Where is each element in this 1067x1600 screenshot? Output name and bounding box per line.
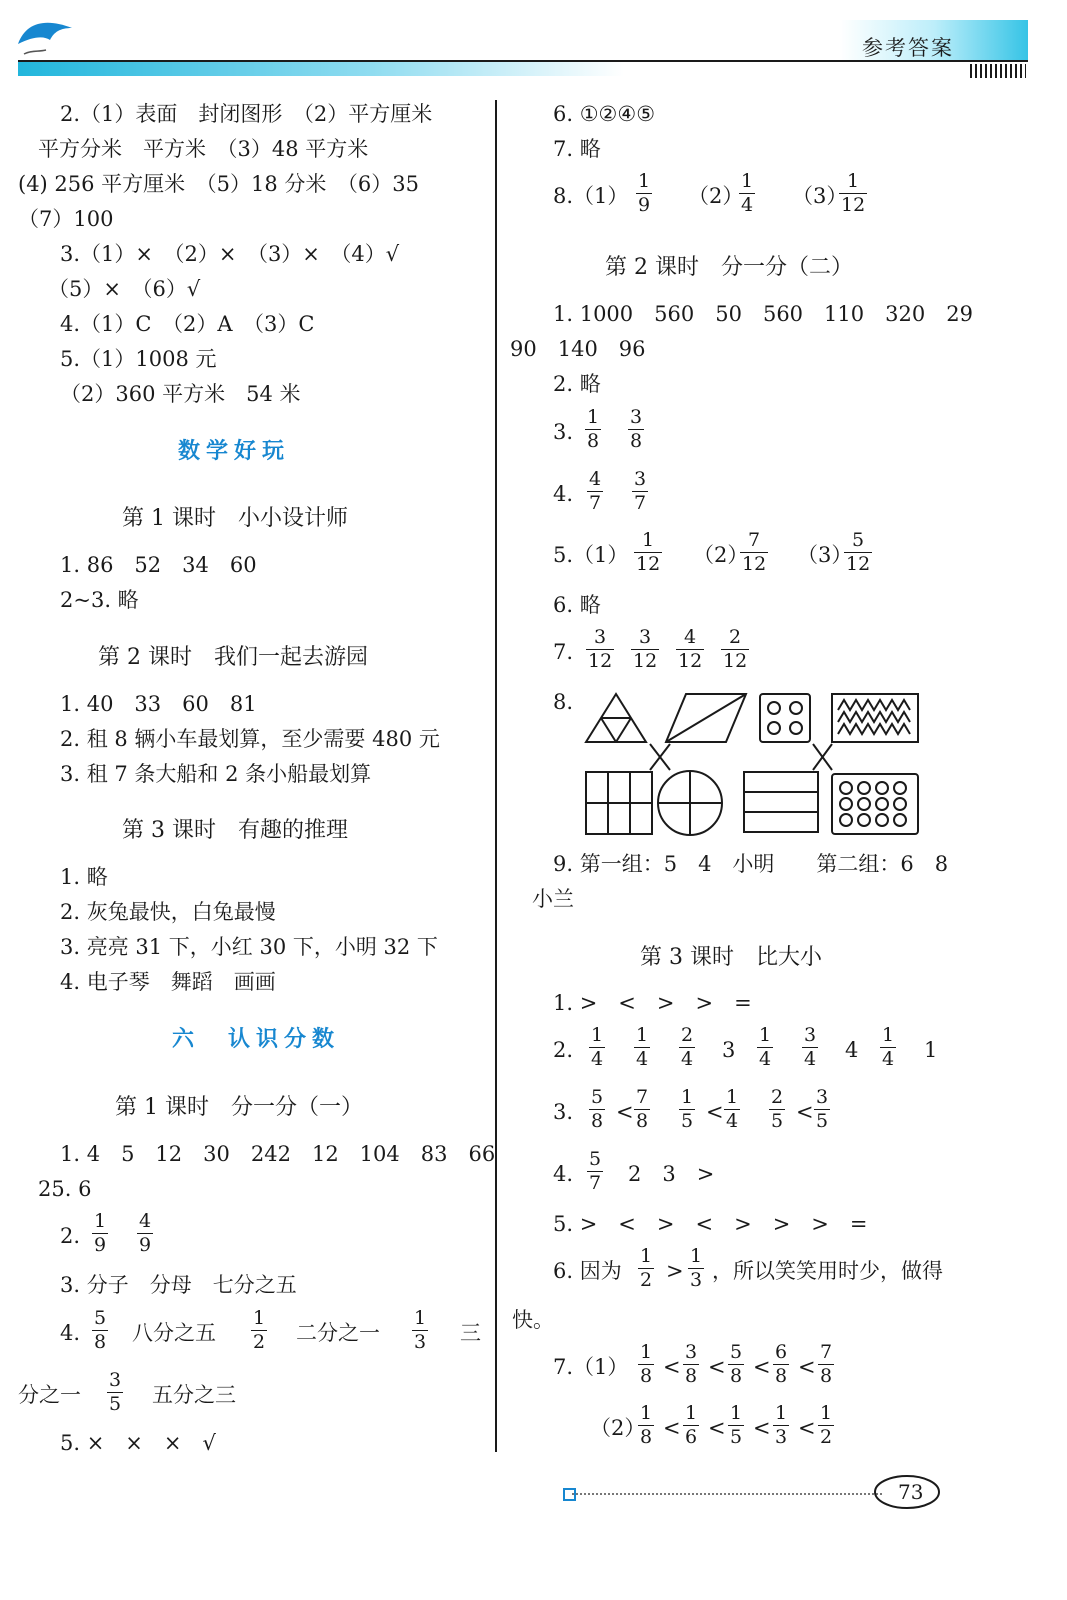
answer-line: 5. > < > < > > > = — [553, 1212, 868, 1236]
comparison-sign: < — [798, 1416, 816, 1440]
answer-line: 1. 略 — [60, 865, 108, 889]
comparison-sign: < — [753, 1416, 771, 1440]
answer-line: 7.（1） — [553, 1355, 629, 1379]
fraction: $\frac{1}{2}$ — [820, 1402, 833, 1448]
answer-line: 7. 略 — [553, 137, 601, 161]
fraction: $\frac{1}{4}$ — [726, 1086, 739, 1132]
answer-word: ，所以笑笑用时少，做得 — [712, 1259, 943, 1283]
comparison-sign: < — [663, 1416, 681, 1440]
fraction: $\frac{1}{4}$ — [741, 170, 754, 216]
fraction: $\frac{5}{8}$ — [94, 1307, 107, 1353]
section-heading: 数学好玩 — [178, 439, 291, 464]
fraction: $\frac{4}{7}$ — [589, 468, 602, 514]
answer-line: 2. 略 — [553, 372, 601, 396]
fraction: $\frac{1}{4}$ — [759, 1024, 772, 1070]
fraction: $\frac{5}{8}$ — [730, 1341, 743, 1387]
fraction: $\frac{1}{3}$ — [690, 1245, 703, 1291]
answer-line: 3. — [553, 1100, 574, 1124]
answer-line: 2~3. 略 — [60, 588, 139, 612]
answer-line: （2）360 平方米 54 米 — [60, 382, 301, 406]
fraction: $\frac{1}{4}$ — [882, 1024, 895, 1070]
fraction: $\frac{1}{2}$ — [640, 1245, 653, 1291]
fraction: $\frac{1}{3}$ — [775, 1402, 788, 1448]
fraction: $\frac{1}{6}$ — [685, 1402, 698, 1448]
answer-line: 9. 第一组：5 4 小明 第二组：6 8 — [553, 852, 949, 876]
lesson-heading: 第 1 课时 小小设计师 — [122, 506, 348, 531]
answer-line: 4. — [553, 482, 574, 506]
answer-word: 三 — [460, 1321, 481, 1345]
answer-line: 8.（1） — [553, 184, 629, 208]
answer-line: 4. — [60, 1321, 81, 1345]
page-number: 73 — [898, 1480, 924, 1504]
fraction: $\frac{3}{8}$ — [685, 1341, 698, 1387]
fraction: $\frac{6}{8}$ — [775, 1341, 788, 1387]
answer-line: 5. × × × √ — [60, 1431, 216, 1455]
answer-line: 2.（1）表面 封闭图形 （2）平方厘米 — [60, 102, 433, 126]
fraction: $\frac{2}{4}$ — [681, 1024, 694, 1070]
fraction: $\frac{1}{12}$ — [636, 529, 661, 575]
answer-word: 2 3 > — [628, 1162, 715, 1186]
answer-line: 8. — [553, 690, 574, 714]
bird-logo-icon — [16, 14, 76, 60]
fraction: $\frac{1}{3}$ — [414, 1307, 427, 1353]
fraction: $\frac{1}{12}$ — [841, 170, 866, 216]
answer-line: 4. — [553, 1162, 574, 1186]
fraction: $\frac{4}{9}$ — [139, 1210, 152, 1256]
answer-line: 2. 灰兔最快，白兔最慢 — [60, 900, 276, 924]
lesson-heading: 第 1 课时 分一分（一） — [115, 1095, 363, 1120]
answer-line: 7. — [553, 640, 574, 664]
header-barcode-decoration — [970, 64, 1026, 78]
fraction: $\frac{7}{12}$ — [742, 529, 767, 575]
fraction: $\frac{4}{12}$ — [678, 626, 703, 672]
comparison-sign: < — [708, 1416, 726, 1440]
answer-line: 4.（1）C （2）A （3）C — [60, 312, 315, 336]
answer-line: 6. 略 — [553, 593, 601, 617]
fraction: $\frac{1}{5}$ — [681, 1086, 694, 1132]
fraction: $\frac{3}{5}$ — [109, 1369, 122, 1415]
answer-word: 4 — [845, 1038, 859, 1062]
fraction: $\frac{5}{12}$ — [846, 529, 871, 575]
fraction: $\frac{1}{9}$ — [638, 170, 651, 216]
footer-dotted-rule — [572, 1493, 882, 1495]
header-band — [18, 60, 1028, 76]
comparison-sign: < — [663, 1355, 681, 1379]
fraction: $\frac{3}{7}$ — [634, 468, 647, 514]
answer-line: 90 140 96 — [510, 337, 646, 361]
fraction: $\frac{3}{4}$ — [804, 1024, 817, 1070]
answer-line: 5.（1）1008 元 — [60, 347, 217, 371]
answer-word: （2） — [590, 1416, 646, 1440]
section-heading: 六 认识分数 — [172, 1027, 341, 1052]
answer-line: 3. 分子 分母 七分之五 — [60, 1273, 297, 1297]
matching-shapes-figure — [580, 690, 930, 840]
answer-line: 25. 6 — [38, 1177, 92, 1201]
answer-word: 1 — [924, 1038, 938, 1062]
fraction: $\frac{1}{2}$ — [253, 1307, 266, 1353]
fraction: $\frac{2}{5}$ — [771, 1086, 784, 1132]
answer-line: 6. ①②④⑤ — [553, 102, 656, 126]
comparison-sign: < — [616, 1100, 634, 1124]
fraction: $\frac{3}{8}$ — [630, 406, 643, 452]
answer-line: 平方分米 平方米 （3）48 平方米 — [38, 137, 369, 161]
answer-line: 快。 — [512, 1308, 554, 1332]
comparison-sign: < — [753, 1355, 771, 1379]
answer-line: 2. — [60, 1224, 81, 1248]
answer-line: 2. — [553, 1038, 574, 1062]
fraction: $\frac{5}{8}$ — [591, 1086, 604, 1132]
lesson-heading: 第 3 课时 比大小 — [640, 945, 822, 970]
answer-line: （7）100 — [18, 207, 114, 231]
answer-word: 分之一 — [18, 1383, 81, 1407]
lesson-heading: 第 3 课时 有趣的推理 — [122, 818, 348, 843]
fraction: $\frac{1}{8}$ — [640, 1341, 653, 1387]
answer-line: 1. 4 5 12 30 242 12 104 83 66 — [60, 1142, 496, 1166]
comparison-sign: > — [666, 1259, 684, 1283]
answer-word: （2） — [688, 184, 744, 208]
fraction: $\frac{1}{5}$ — [730, 1402, 743, 1448]
answer-line: 3. 租 7 条大船和 2 条小船最划算 — [60, 762, 372, 786]
answer-word: 八分之五 — [132, 1321, 216, 1345]
comparison-sign: < — [798, 1355, 816, 1379]
answer-line: 小兰 — [532, 887, 574, 911]
answer-word: 3 — [722, 1038, 736, 1062]
fraction: $\frac{3}{5}$ — [816, 1086, 829, 1132]
fraction: $\frac{5}{7}$ — [589, 1148, 602, 1194]
comparison-sign: < — [708, 1355, 726, 1379]
fraction: $\frac{2}{12}$ — [723, 626, 748, 672]
answer-line: 3. — [553, 420, 574, 444]
fraction: $\frac{1}{4}$ — [636, 1024, 649, 1070]
lesson-heading: 第 2 课时 我们一起去游园 — [98, 645, 368, 670]
answer-word: 二分之一 — [296, 1321, 380, 1345]
fraction: $\frac{3}{12}$ — [588, 626, 613, 672]
answer-line: 1. 40 33 60 81 — [60, 692, 257, 716]
comparison-sign: < — [796, 1100, 814, 1124]
lesson-heading: 第 2 课时 分一分（二） — [605, 255, 853, 280]
column-divider — [495, 100, 497, 1452]
fraction: $\frac{1}{8}$ — [640, 1402, 653, 1448]
answer-line: 2. 租 8 辆小车最划算，至少需要 480 元 — [60, 727, 440, 751]
answer-line: 1. 86 52 34 60 — [60, 553, 257, 577]
answer-line: 5.（1） — [553, 543, 629, 567]
answer-word: 五分之三 — [152, 1383, 236, 1407]
answer-word: （3） — [797, 543, 853, 567]
fraction: $\frac{7}{8}$ — [820, 1341, 833, 1387]
answer-line: (4) 256 平方厘米 （5）18 分米 （6）35 — [18, 172, 420, 196]
comparison-sign: < — [706, 1100, 724, 1124]
page-title: 参考答案 — [862, 36, 954, 60]
answer-line: 4. 电子琴 舞蹈 画画 — [60, 970, 276, 994]
answer-line: 3. 亮亮 31 下，小红 30 下，小明 32 下 — [60, 935, 438, 959]
fraction: $\frac{3}{12}$ — [633, 626, 658, 672]
answer-line: 1. 1000 560 50 560 110 320 29 — [553, 302, 973, 326]
fraction: $\frac{1}{4}$ — [591, 1024, 604, 1070]
fraction: $\frac{7}{8}$ — [636, 1086, 649, 1132]
answer-line: （5）× （6）√ — [48, 277, 201, 301]
answer-line: 6. 因为 — [553, 1259, 622, 1283]
fraction: $\frac{1}{8}$ — [587, 406, 600, 452]
answer-word: （3） — [792, 184, 848, 208]
answer-line: 1. > < > > = — [553, 991, 752, 1015]
answer-word: （2） — [693, 543, 749, 567]
answer-line: 3.（1）× （2）× （3）× （4）√ — [60, 242, 400, 266]
fraction: $\frac{1}{9}$ — [94, 1210, 107, 1256]
